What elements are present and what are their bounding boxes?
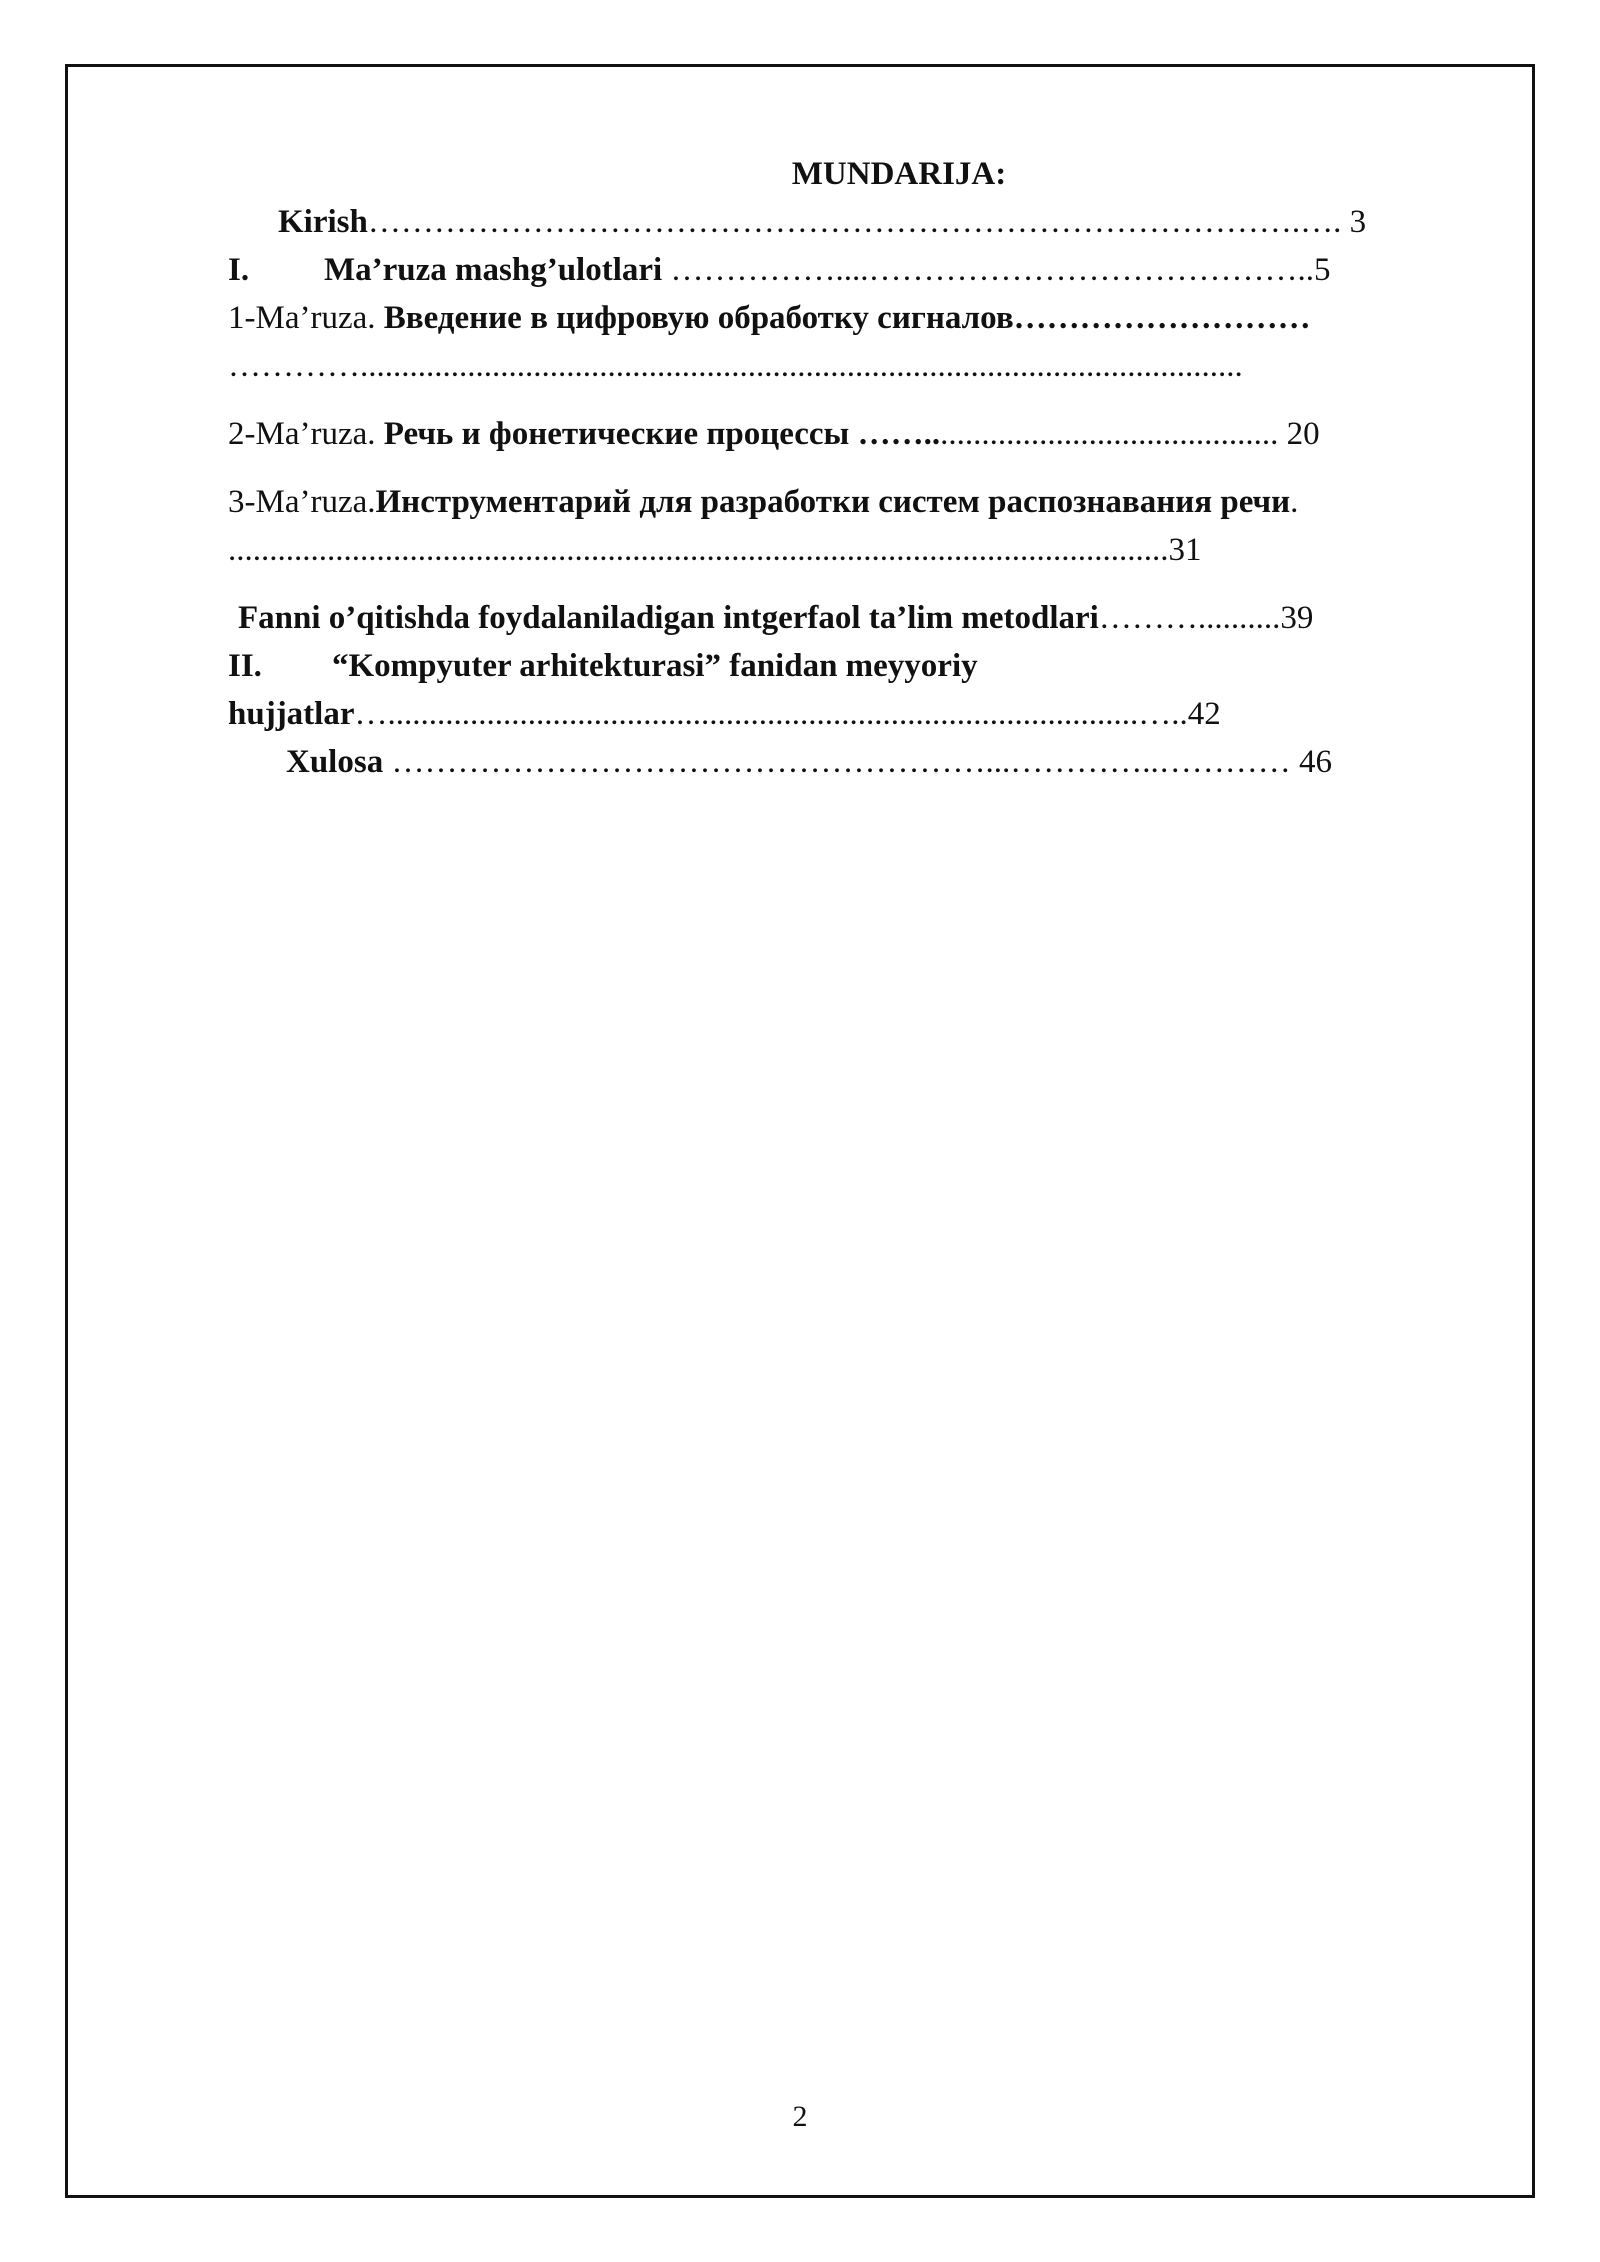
section-number: I. [228, 252, 250, 288]
toc-entry-label: Fanni o’qitishda foydalaniladigan intgerfaol ta’lim metodlari [238, 600, 1099, 636]
toc-entry-section-2[interactable] [228, 642, 1490, 690]
toc-leader-bold: …….. [849, 416, 941, 452]
section-number: II. [228, 648, 262, 684]
toc-leader: ......................................... 20 [940, 416, 1320, 452]
lecture-prefix: 1-Ma’ruza. [228, 300, 384, 336]
toc-leader-continuation: ..................................................................................................................31 [228, 532, 1202, 568]
toc-entry-label-cont: hujjatlar [228, 696, 355, 732]
toc-entry-label: Xulosa [286, 744, 384, 780]
toc-leader: ………..........39 [1098, 600, 1314, 636]
toc-leader: ………………………………………………...…………..………… 46 [383, 744, 1332, 780]
toc-leader-continuation: …………........................................................................................................... [228, 348, 1243, 384]
toc-entry-label: Речь и фонетические процессы [383, 416, 850, 452]
toc-entry-label: Инструментарий для разработки систем распознавания речи [375, 484, 1291, 520]
toc-entry-xulosa[interactable] [228, 738, 1490, 786]
toc-entry-label: “Kompyuter arhitekturasi” fanidan meyyoriy [332, 648, 978, 684]
toc-entry-label: Kirish [278, 204, 368, 240]
toc-entry-lecture-2[interactable] [228, 410, 1490, 458]
toc-entry-label: Введение в цифровую обработку сигналов [383, 300, 1014, 336]
page-number: 2 [792, 2100, 808, 2133]
toc-entry-end: . [1290, 484, 1299, 520]
toc-entry-fanni[interactable] [228, 594, 1490, 642]
toc-entry-kirish[interactable] [228, 198, 1490, 246]
lecture-prefix: 2-Ma’ruza. [228, 416, 384, 452]
toc-entry-section-2-cont[interactable] [228, 690, 1490, 738]
toc-leader: ……………………… [1013, 300, 1311, 336]
toc-leader: ………………………………………………………………………….…. 3 [367, 204, 1367, 240]
toc-entry-section-1[interactable] [228, 246, 1490, 294]
page-title: MUNDARIJA: [791, 156, 1007, 192]
lecture-prefix: 3-Ma’ruza. [228, 484, 376, 520]
toc-leader: …...........................................................................................…..42 [354, 696, 1221, 732]
toc-entry-lecture-3[interactable] [228, 478, 1490, 526]
table-of-contents [228, 150, 1490, 786]
toc-leader: ……………....…………………………………..5 [662, 252, 1331, 288]
toc-entry-lecture-1[interactable] [228, 294, 1490, 342]
toc-entry-label: Ma’ruza mashg’ulotlari [324, 252, 663, 288]
